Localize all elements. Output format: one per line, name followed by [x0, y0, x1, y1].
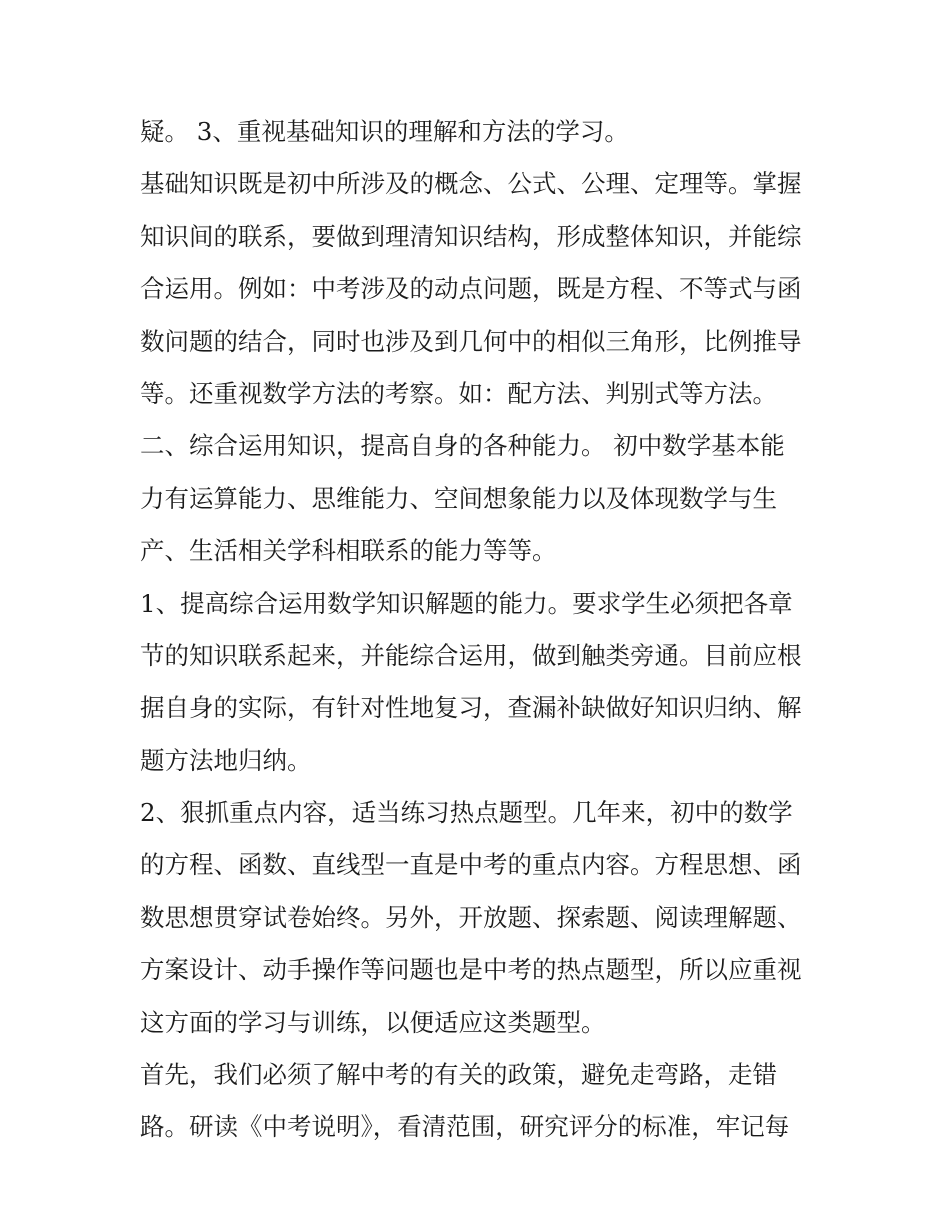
text-line-19: 首先，我们必须了解中考的有关的政策，避免走弯路，走错 [140, 1060, 777, 1090]
text-line-11: 节的知识联系起来，并能综合运用，做到触类旁通。目前应根 [140, 640, 802, 670]
text-line-6: 等。还重视数学方法的考察。如：配方法、判别式等方法。 [140, 378, 777, 408]
text-line-1: 疑。 3、重视基础知识的理解和方法的学习。 [140, 117, 629, 146]
text-line-4: 合运用。例如：中考涉及的动点问题，既是方程、不等式与函 [140, 274, 802, 304]
text-line-5: 数问题的结合，同时也涉及到几何中的相似三角形，比例推导 [140, 326, 802, 356]
text-line-13: 题方法地归纳。 [140, 745, 312, 775]
text-line-18: 这方面的学习与训练，以便适应这类题型。 [140, 1007, 606, 1037]
text-line-3: 知识间的联系，要做到理清知识结构，形成整体知识，并能综 [140, 221, 802, 251]
text-line-20: 路。研读《中考说明》，看清范围，研究评分的标准，牢记每 [140, 1112, 790, 1142]
text-line-15: 的方程、函数、直线型一直是中考的重点内容。方程思想、函 [140, 850, 802, 880]
text-line-17: 方案设计、动手操作等问题也是中考的热点题型，所以应重视 [140, 955, 802, 985]
text-line-12: 据自身的实际，有针对性地复习，查漏补缺做好知识归纳、解 [140, 693, 802, 723]
text-line-14: 2、狠抓重点内容，适当练习热点题型。几年来，初中的数学 [140, 798, 793, 828]
text-line-10: 1、提高综合运用数学知识解题的能力。要求学生必须把各章 [140, 588, 793, 618]
text-line-16: 数思想贯穿试卷始终。另外，开放题、探索题、阅读理解题、 [140, 902, 802, 932]
text-line-8: 力有运算能力、思维能力、空间想象能力以及体现数学与生 [140, 483, 777, 513]
body-text [140, 106, 820, 1154]
text-line-7: 二、综合运用知识，提高自身的各种能力。 初中数学基本能 [140, 431, 785, 461]
text-line-2: 基础知识既是初中所涉及的概念、公式、公理、定理等。掌握 [140, 169, 802, 199]
text-line-9: 产、生活相关学科相联系的能力等等。 [140, 536, 557, 566]
